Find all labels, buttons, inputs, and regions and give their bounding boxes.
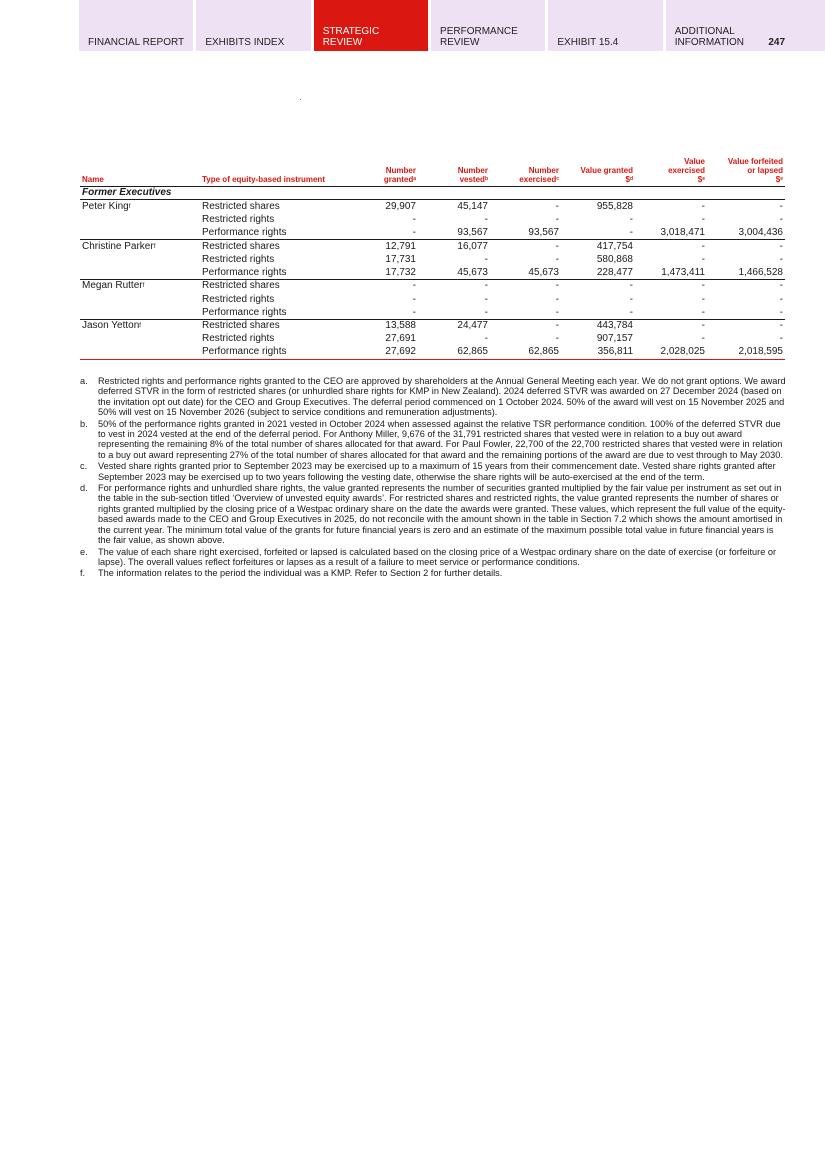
value-forfeited: - bbox=[779, 320, 783, 332]
number-granted: - bbox=[412, 213, 416, 225]
value-exercised: - bbox=[701, 213, 705, 225]
number-granted: 27,691 bbox=[385, 333, 416, 345]
number-granted: 27,692 bbox=[355, 346, 418, 359]
value-exercised: - bbox=[701, 333, 705, 345]
tab-exhibits-index[interactable] bbox=[196, 0, 310, 51]
top-navigation bbox=[79, 0, 825, 51]
instrument-type: Restricted rights bbox=[202, 333, 275, 345]
instrument-type: Restricted shares bbox=[202, 200, 280, 212]
section-row bbox=[80, 187, 785, 200]
footnote bbox=[80, 461, 786, 482]
instrument-type: Restricted rights bbox=[202, 253, 275, 265]
header-value-granted: Value granted \$$^d$ bbox=[561, 157, 635, 187]
table-row bbox=[80, 346, 785, 359]
header-value-exercised: Value exercised \$$^e$ bbox=[635, 157, 707, 187]
number-exercised: - bbox=[555, 293, 559, 305]
number-vested: 45,147 bbox=[457, 200, 488, 212]
tab-financial-report[interactable] bbox=[79, 0, 193, 51]
value-exercised: - bbox=[701, 253, 705, 265]
number-granted: - bbox=[355, 306, 418, 319]
tab-label: PERFORMANCE REVIEW bbox=[440, 26, 518, 48]
value-forfeited: 2,018,595 bbox=[707, 346, 785, 359]
tab-label: EXHIBITS INDEX bbox=[205, 37, 285, 48]
tab-label: FINANCIAL REPORT bbox=[88, 37, 185, 48]
table-row bbox=[80, 213, 785, 226]
instrument-type: Restricted shares bbox=[202, 280, 280, 292]
value-exercised: - bbox=[701, 293, 705, 305]
person-name: Jason Yetton$^f$ bbox=[82, 320, 141, 332]
number-vested: - bbox=[484, 280, 488, 292]
footnote-text: Restricted rights and performance rights granted to the CEO are approved by shareholders at the Annual General Meeting each year. We do not grant options. We award deferred STVR in the form of restricted shares (or unhurdled share rights for KMP in New Zealand). 2024 deferred STVR was awarded on 27 December 2024 (based on the invitation opt out date) for the CEO and Group Executives. The deferral period commenced on 1 October 2024. 50% of the award will vest on 15 November 2025 and 50% will vest on 15 November 2026 (subject to service conditions and remuneration adjustments). bbox=[98, 376, 786, 418]
number-vested: 62,865 bbox=[418, 346, 490, 359]
value-forfeited: - bbox=[779, 253, 783, 265]
number-exercised: - bbox=[555, 200, 559, 212]
footnote bbox=[80, 547, 786, 568]
number-granted: 29,907 bbox=[385, 200, 416, 212]
table-row bbox=[80, 266, 785, 279]
number-vested: - bbox=[484, 213, 488, 225]
number-granted: - bbox=[355, 226, 418, 239]
value-exercised: - bbox=[701, 320, 705, 332]
value-forfeited: - bbox=[779, 240, 783, 252]
number-vested: - bbox=[484, 333, 488, 345]
section-title: Former Executives bbox=[80, 187, 785, 200]
number-vested: 93,567 bbox=[418, 226, 490, 239]
number-exercised: 45,673 bbox=[490, 266, 561, 279]
number-granted: 17,732 bbox=[355, 266, 418, 279]
page-number: 247 bbox=[768, 37, 786, 48]
footnote-text: The value of each share right exercised, forfeited or lapsed is calculated based on the closing price of a Westpac ordinary share on the date of exercise (or forfeiture or lapse). The overall values reflect forfeitures or lapses as a result of a failure to meet service or performance conditions. bbox=[98, 546, 777, 567]
footnote bbox=[80, 568, 786, 578]
tab-exhibit-15-4[interactable] bbox=[548, 0, 662, 51]
value-forfeited: - bbox=[707, 306, 785, 319]
value-granted: 356,811 bbox=[561, 346, 635, 359]
value-granted: - bbox=[629, 280, 633, 292]
number-granted: 13,588 bbox=[385, 320, 416, 332]
footnote bbox=[80, 376, 786, 418]
number-vested: - bbox=[484, 293, 488, 305]
tab-label: ADDITIONAL INFORMATION bbox=[674, 26, 744, 48]
number-exercised: - bbox=[490, 306, 561, 319]
number-vested: - bbox=[418, 306, 490, 319]
number-granted: 17,731 bbox=[385, 253, 416, 265]
table-row bbox=[80, 319, 785, 332]
footnote-label: f. bbox=[80, 568, 86, 579]
footnotes bbox=[80, 376, 786, 580]
instrument-type: Performance rights bbox=[200, 306, 355, 319]
value-granted: 580,868 bbox=[596, 253, 633, 265]
instrument-type: Restricted rights bbox=[202, 213, 275, 225]
number-vested: 45,673 bbox=[418, 266, 490, 279]
number-granted: 12,791 bbox=[385, 240, 416, 252]
footnote-text: The information relates to the period the individual was a KMP. Refer to Section 2 for further details. bbox=[98, 568, 503, 579]
value-forfeited: - bbox=[779, 293, 783, 305]
value-granted: 443,784 bbox=[596, 320, 633, 332]
footnote-label: c. bbox=[80, 461, 88, 472]
number-exercised: - bbox=[555, 240, 559, 252]
value-forfeited: 1,466,528 bbox=[707, 266, 785, 279]
number-granted: - bbox=[412, 280, 416, 292]
equity-table bbox=[80, 157, 785, 360]
tab-label: STRATEGIC REVIEW bbox=[322, 26, 380, 48]
value-granted: - bbox=[629, 213, 633, 225]
number-vested: 24,477 bbox=[457, 320, 488, 332]
instrument-type: Performance rights bbox=[200, 226, 355, 239]
tab-additional-information[interactable] bbox=[666, 0, 825, 51]
footnote bbox=[80, 419, 786, 461]
value-granted: - bbox=[629, 293, 633, 305]
value-granted: - bbox=[561, 306, 635, 319]
table-row bbox=[80, 253, 785, 266]
header-value-forfeited: Value forfeited or lapsed \$$^e$ bbox=[707, 157, 785, 187]
value-exercised: 2,028,025 bbox=[635, 346, 707, 359]
value-forfeited: - bbox=[779, 213, 783, 225]
instrument-type: Restricted shares bbox=[202, 240, 280, 252]
person-name: Christine Parker$^f$ bbox=[82, 240, 156, 252]
value-granted: - bbox=[561, 226, 635, 239]
value-granted: 955,828 bbox=[596, 200, 633, 212]
value-forfeited: - bbox=[779, 280, 783, 292]
header-type: Type of equity-based instrument bbox=[200, 157, 355, 187]
footnote-text: For performance rights and unhurdled share rights, the value granted represents the number of securities granted multiplied by the fair value per instrument as set out in the table in the sub-section titled ‘Overview of unvested equity awards’. For restricted shares and restricted rights, the value granted represents the number of shares or rights granted multiplied by the closing price of a Westpac ordinary share on the date the awards were granted. These values, which represent the full value of the equity-based awards made to the CEO and Group Executives in 2025, do not reconcile with the amount shown in the table in Section 7.2 which shows the amount amortised in the current year. The minimum total value of the grants for future financial years is zero and an estimate of the maximum possible total value in future financial years is the fair value, as shown above. bbox=[98, 483, 786, 546]
number-exercised: - bbox=[555, 253, 559, 265]
table-row bbox=[80, 333, 785, 346]
value-granted: 228,477 bbox=[561, 266, 635, 279]
tab-strategic-review[interactable] bbox=[314, 0, 428, 51]
number-vested: 16,077 bbox=[457, 240, 488, 252]
footnote-label: b. bbox=[80, 418, 88, 429]
table-row bbox=[80, 226, 785, 239]
value-granted: 907,157 bbox=[596, 333, 633, 345]
value-exercised: - bbox=[701, 200, 705, 212]
value-exercised: - bbox=[701, 240, 705, 252]
instrument-type: Restricted shares bbox=[202, 320, 280, 332]
value-exercised: - bbox=[701, 280, 705, 292]
table-row bbox=[80, 306, 785, 319]
table-row bbox=[80, 200, 785, 213]
footnote-text: 50% of the performance rights granted in 2021 vested in October 2024 when assessed against the relative TSR performance condition. 100% of the deferred STVR due to vest in 2024 vested at the end of the deferral period. For Anthony Miller, 9,676 of the 31,791 restricted shares that vested were in relation to a buy out award representing the remaining 8% of the total number of shares allocated for that award. For Paul Fowler, 22,700 of the 22,700 restricted shares that vested were in relation to a buy out award representing 27% of the total number of shares allocated for that award and the remaining portions of the award are due to vest through to May 2030. bbox=[98, 418, 783, 460]
tab-label: EXHIBIT 15.4 bbox=[557, 37, 619, 48]
value-forfeited: - bbox=[779, 333, 783, 345]
value-exercised: 1,473,411 bbox=[635, 266, 707, 279]
header-number-vested: Number vested$^b$ bbox=[418, 157, 490, 187]
footnote-label: e. bbox=[80, 546, 88, 557]
instrument-type: Restricted rights bbox=[202, 293, 275, 305]
number-exercised: - bbox=[555, 213, 559, 225]
value-forfeited: - bbox=[779, 200, 783, 212]
stray-mark bbox=[300, 99, 301, 100]
instrument-type: Performance rights bbox=[200, 266, 355, 279]
value-exercised: - bbox=[635, 306, 707, 319]
value-exercised: 3,018,471 bbox=[635, 226, 707, 239]
footnote-label: d. bbox=[80, 483, 88, 494]
number-exercised: - bbox=[555, 333, 559, 345]
person-name: Megan Rutter$^f$ bbox=[82, 280, 145, 292]
table-row bbox=[80, 280, 785, 293]
number-granted: - bbox=[412, 293, 416, 305]
value-granted: 417,754 bbox=[596, 240, 633, 252]
header-number-exercised: Number exercised$^c$ bbox=[490, 157, 561, 187]
table-row bbox=[80, 293, 785, 306]
number-exercised: 93,567 bbox=[490, 226, 561, 239]
tab-performance-review[interactable] bbox=[431, 0, 545, 51]
table-row bbox=[80, 240, 785, 253]
value-forfeited: 3,004,436 bbox=[707, 226, 785, 239]
number-exercised: - bbox=[555, 280, 559, 292]
table-header-row bbox=[80, 157, 785, 187]
number-exercised: - bbox=[555, 320, 559, 332]
header-number-granted: Number granted$^a$ bbox=[355, 157, 418, 187]
header-name: Name bbox=[80, 157, 200, 187]
footnote-text: Vested share rights granted prior to September 2023 may be exercised up to a maximum of 15 years from their commencement date. Vested share rights granted after September 2023 may be exercised up to two years following the vesting date, otherwise the share rights will be auto-exercised at the end of the term. bbox=[98, 461, 776, 482]
footnote bbox=[80, 483, 786, 545]
person-name: Peter King$^f$ bbox=[82, 200, 131, 212]
footnote-label: a. bbox=[80, 376, 88, 386]
instrument-type: Performance rights bbox=[200, 346, 355, 359]
number-exercised: 62,865 bbox=[490, 346, 561, 359]
number-vested: - bbox=[484, 253, 488, 265]
